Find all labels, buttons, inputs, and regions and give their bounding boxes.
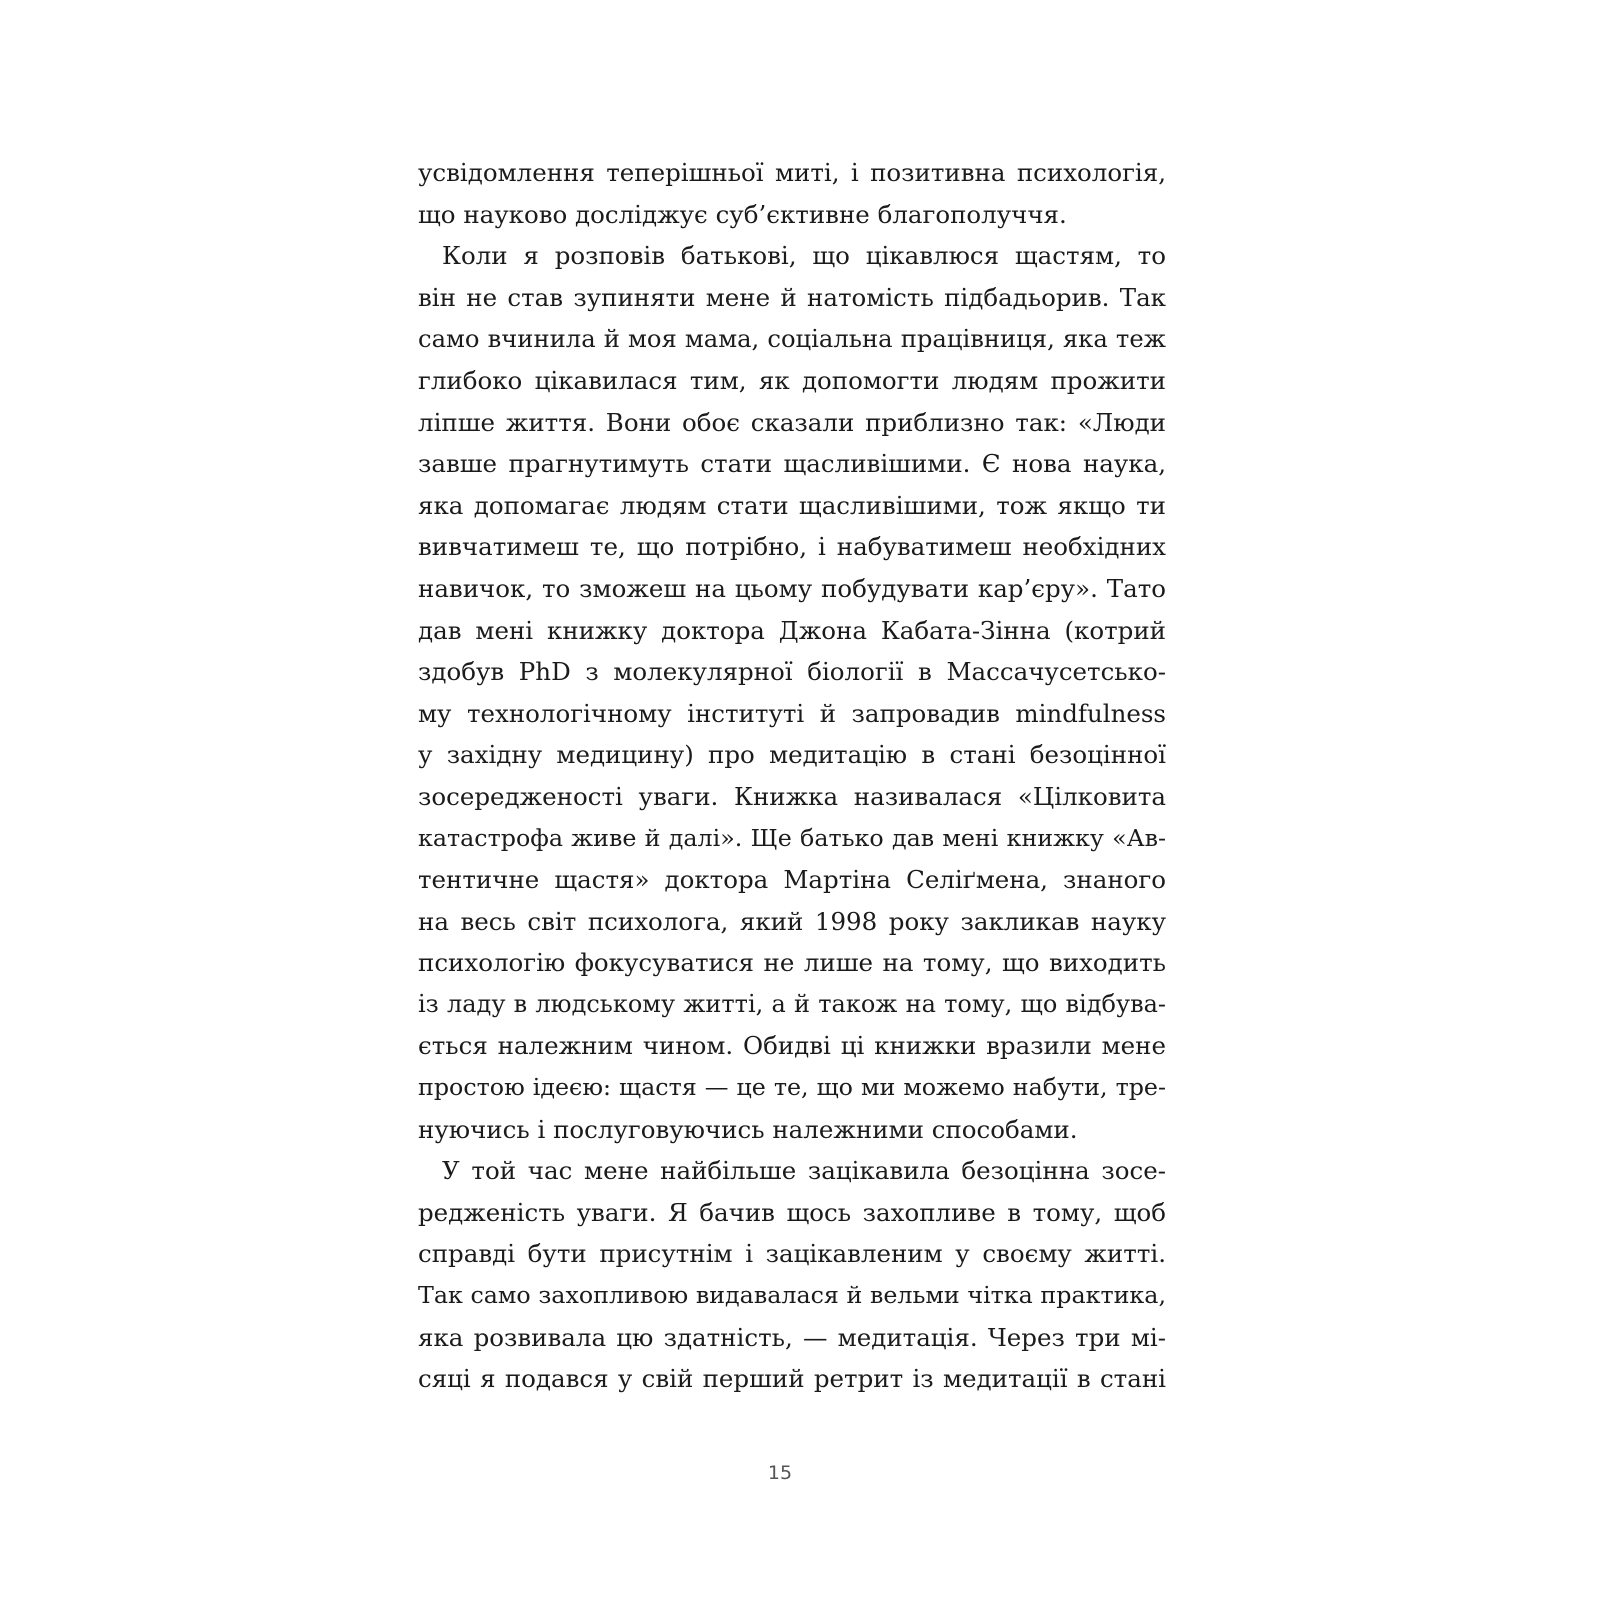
text-line: у західну медицину) про медитацію в стані безоцінної xyxy=(418,740,1166,770)
text-line: психологію фокусуватися не лише на тому, що виходить xyxy=(418,948,1166,978)
text-line: яка допомагає людям стати щасливішими, тож якщо ти xyxy=(418,490,1166,520)
text-line: зосередженості уваги. Книжка називалася «Цілковита xyxy=(418,781,1166,811)
text-line: усвідомлення теперішньої миті, і позитивна психологія, xyxy=(418,158,1166,187)
text-line: справді бути присутнім і зацікавленим у своєму житті. xyxy=(418,1239,1166,1269)
text-line: що науково досліджує суб’єктивне благополуччя. xyxy=(418,199,1067,229)
text-line: вивчатимеш те, що потрібно, і набуватимеш необхідних xyxy=(418,532,1166,562)
text-line: він не став зупиняти мене й натомість підбадьорив. Так xyxy=(418,282,1166,312)
text-line: му технологічному інституті й запровадив mindfulness xyxy=(418,698,1166,728)
text-line: сяці я подався у свій перший ретрит із медитації в стані xyxy=(418,1364,1166,1394)
text-line: катастрофа живе й далі». Ще батько дав мені книжку «Ав- xyxy=(418,823,1166,852)
text-line: ліпше життя. Вони обоє сказали приблизно так: «Люди xyxy=(418,407,1166,437)
text-line: нуючись і послуговуючись належними способами. xyxy=(418,1114,1078,1144)
text-line: само вчинила й моя мама, соціальна працівниця, яка теж xyxy=(418,324,1166,354)
text-line: дав мені книжку доктора Джона Кабата-Зінна (котрий xyxy=(418,615,1166,645)
page-number: 15 xyxy=(767,1462,793,1484)
text-line: на весь світ психолога, який 1998 року закликав науку xyxy=(418,906,1166,936)
text-line: редженість уваги. Я бачив щось захопливе в тому, щоб xyxy=(418,1197,1166,1227)
text-line: глибоко цікавилася тим, як допомогти людям прожити xyxy=(418,365,1166,395)
body-text xyxy=(418,152,1166,1400)
text-line: Так само захопливою видавалася й вельми чітка практика, xyxy=(418,1281,1166,1310)
text-line: Коли я розповів батькові, що цікавлюся щастям, то xyxy=(442,241,1166,271)
text-line: навичок, то зможеш на цьому побудувати кар’єру». Тато xyxy=(418,573,1166,603)
text-line: яка розвивала цю здатність, — медитація. Через три мі- xyxy=(418,1322,1166,1352)
text-line: У той час мене найбільше зацікавила безоцінна зосе- xyxy=(442,1156,1166,1186)
text-line: ється належним чином. Обидві ці книжки вразили мене xyxy=(418,1031,1166,1061)
text-line: із ладу в людському житті, а й також на тому, що відбува- xyxy=(418,989,1166,1018)
text-line: тентичне щастя» доктора Мартіна Селіґмена, знаного xyxy=(418,865,1166,895)
text-line: здобув PhD з молекулярної біології в Массачусетсько- xyxy=(418,657,1166,687)
text-line: завше прагнутимуть стати щасливішими. Є нова наука, xyxy=(418,449,1166,479)
text-line: простою ідеєю: щастя — це те, що ми можемо набути, тре- xyxy=(418,1073,1166,1102)
